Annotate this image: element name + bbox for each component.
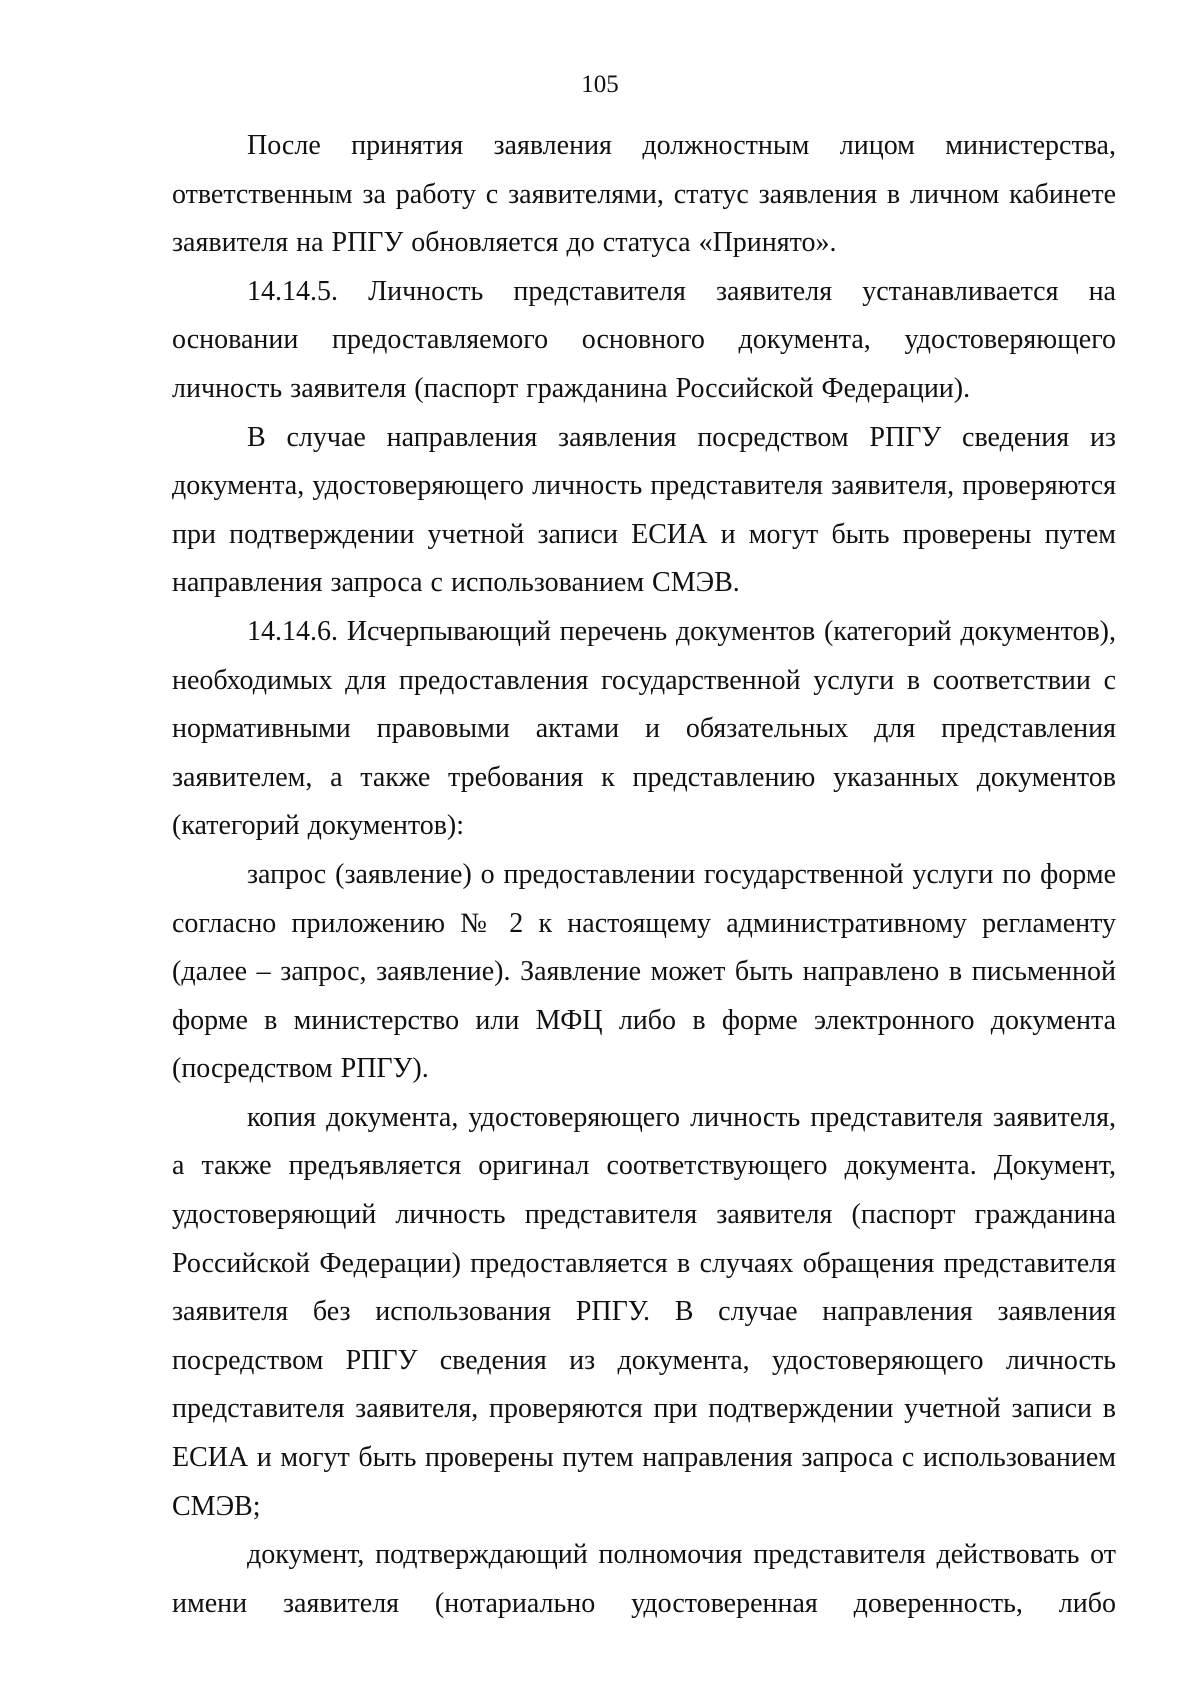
paragraph-14-14-5: 14.14.5. Личность представителя заявителя устанавливается на основании предоставляемого основного документа, удостоверяющего личность заявителя (паспорт гражданина Российской Федерации). [172,275,1116,404]
paragraph-authority-document: документ, подтверждающий полномочия представителя действовать от имени заявителя (нотариально удостоверенная доверенность, либо [172,1539,1116,1619]
paragraph-identity-document-copy: копия документа, удостоверяющего личность представителя заявителя, а также предъявляется оригинал соответствующего документа. Документ, удостоверяющий личность представителя заявителя (паспорт гражданина Российской Федерации) предоставляется в случаях обращения представителя заявителя без использования РПГУ. В случае направления заявления посредством РПГУ сведения из документа, удостоверяющего личность представителя заявителя, проверяются при подтверждении учетной записи в ЕСИА и могут быть проверены путем направления запроса с использованием СМЭВ; [172,1101,1116,1522]
page-number: 105 [581,71,619,98]
paragraph-rpgu-identity-check: В случае направления заявления посредством РПГУ сведения из документа, удостоверяющего личность представителя заявителя, проверяются при подтверждении учетной записи ЕСИА и могут быть проверены путем направления запроса с использованием СМЭВ. [172,421,1116,599]
paragraph-request-form: запрос (заявление) о предоставлении государственной услуги по форме согласно приложению № 2 к настоящему административному регламенту (далее – запрос, заявление). Заявление может быть направлено в письменной форме в министерство или МФЦ либо в форме электронного документа (посредством РПГУ). [172,858,1116,1085]
document-body [172,122,1116,1628]
paragraph-14-14-6: 14.14.6. Исчерпывающий перечень документов (категорий документов), необходимых для предоставления государственной услуги в соответствии с нормативными правовыми актами и обязательных для представления заявителем, а также требования к представлению указанных документов (категорий документов): [172,615,1116,842]
paragraph-status-accepted: После принятия заявления должностным лицом министерства, ответственным за работу с заявителями, статус заявления в личном кабинете заявителя на РПГУ обновляется до статуса «Принято». [172,130,1116,259]
